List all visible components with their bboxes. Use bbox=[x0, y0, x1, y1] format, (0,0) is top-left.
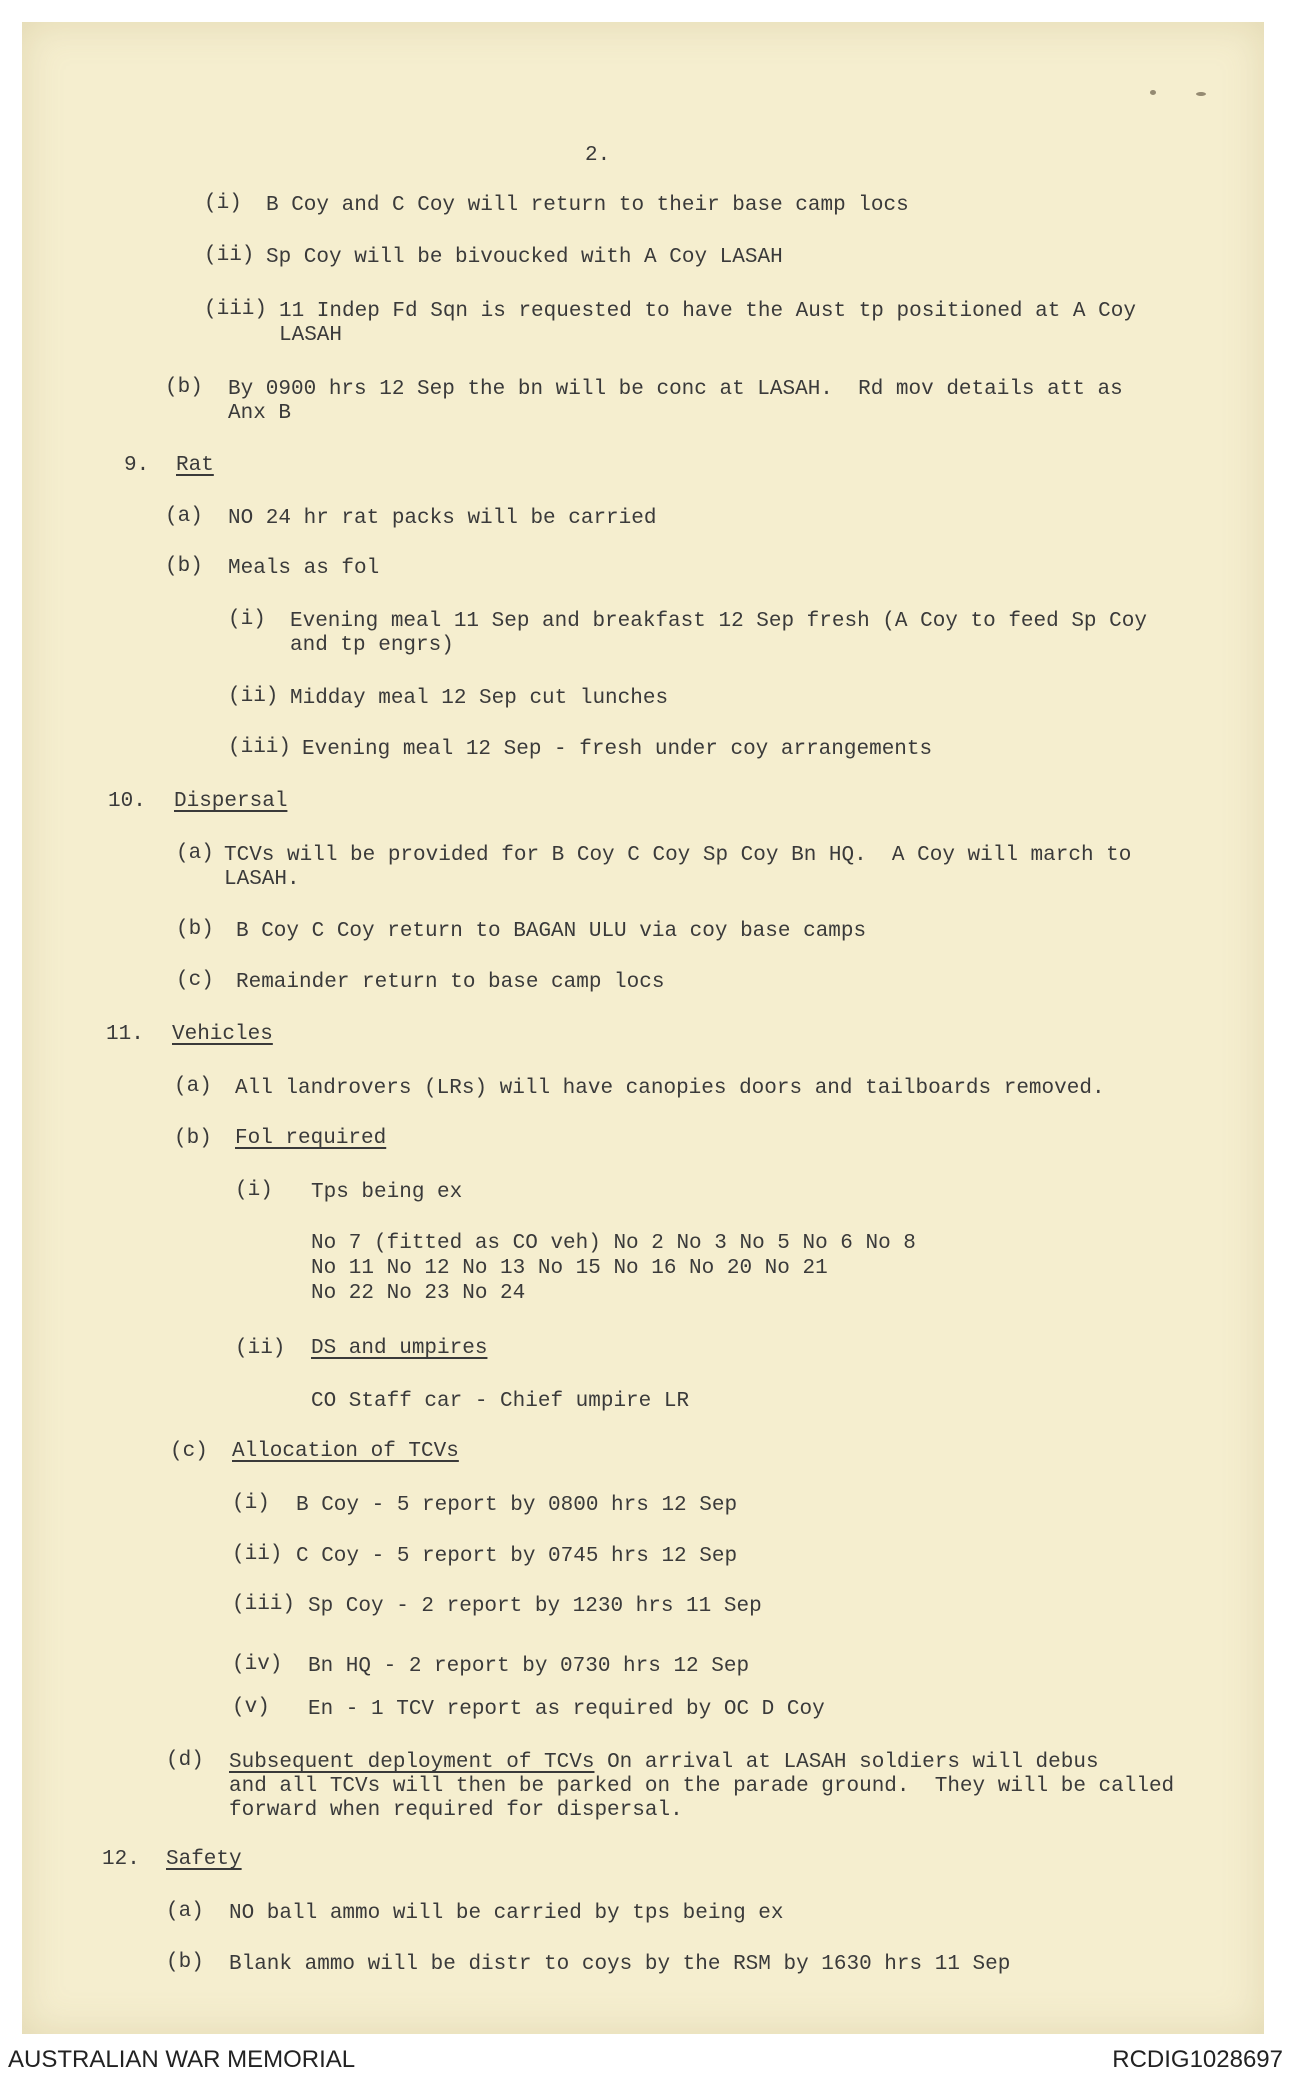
item-11-b-title: Fol required bbox=[235, 1127, 387, 1150]
document-page bbox=[22, 22, 1264, 2034]
item-9-b-ii-text: Midday meal 12 Sep cut lunches bbox=[290, 687, 669, 710]
item-11-b-ii-num: (ii) bbox=[235, 1337, 286, 1360]
item-11-c-v-text: En - 1 TCV report as required by OC D Coy bbox=[308, 1698, 825, 1721]
item-8-i-text: B Coy and C Coy will return to their base camp locs bbox=[266, 194, 909, 217]
item-11-d-text-1: On arrival at LASAH soldiers will debus bbox=[594, 1751, 1099, 1774]
item-11-b-ii-title: DS and umpires bbox=[311, 1337, 488, 1360]
item-10-a-text-2: LASAH. bbox=[224, 868, 300, 891]
item-9-b-i-text-1: Evening meal 11 Sep and breakfast 12 Sep fresh (A Coy to feed Sp Coy bbox=[290, 610, 1147, 633]
section-10-title: Dispersal bbox=[174, 790, 288, 813]
item-11-c-iv-num: (iv) bbox=[232, 1653, 283, 1676]
page-number: 2. bbox=[585, 144, 611, 167]
ink-blot bbox=[1150, 90, 1156, 95]
item-11-a-num: (a) bbox=[174, 1075, 212, 1098]
item-11-b-ii-text: CO Staff car - Chief umpire LR bbox=[311, 1390, 690, 1413]
item-10-b-text: B Coy C Coy return to BAGAN ULU via coy base camps bbox=[236, 920, 867, 943]
item-11-a-text: All landrovers (LRs) will have canopies doors and tailboards removed. bbox=[235, 1077, 1105, 1100]
item-11-c-v-num: (v) bbox=[232, 1696, 270, 1719]
item-8-b-num: (b) bbox=[165, 376, 203, 399]
item-9-b-ii-num: (ii) bbox=[228, 685, 279, 708]
item-8-b-text-1: By 0900 hrs 12 Sep the bn will be conc at LASAH. Rd mov details att as bbox=[228, 378, 1123, 401]
item-10-c-text: Remainder return to base camp locs bbox=[236, 971, 665, 994]
item-11-c-num: (c) bbox=[170, 1440, 208, 1463]
item-11-d-text-2: and all TCVs will then be parked on the parade ground. They will be called bbox=[229, 1775, 1175, 1798]
item-11-d-title: Subsequent deployment of TCVs bbox=[229, 1751, 595, 1774]
footer-record-id: RCDIG1028697 bbox=[1112, 2046, 1283, 2073]
item-9-a-text: NO 24 hr rat packs will be carried bbox=[228, 507, 657, 530]
item-9-a-num: (a) bbox=[165, 505, 203, 528]
item-10-b-num: (b) bbox=[176, 918, 214, 941]
item-8-iii-num: (iii) bbox=[204, 298, 268, 321]
item-9-b-iii-text: Evening meal 12 Sep - fresh under coy arrangements bbox=[302, 738, 933, 761]
vehicle-list-line-2: No 11 No 12 No 13 No 15 No 16 No 20 No 21 bbox=[311, 1257, 828, 1280]
section-9-num: 9. bbox=[124, 454, 150, 477]
item-11-d-text-3: forward when required for dispersal. bbox=[229, 1799, 683, 1822]
item-11-b-i-num: (i) bbox=[235, 1179, 273, 1202]
item-11-c-iv-text: Bn HQ - 2 report by 0730 hrs 12 Sep bbox=[308, 1655, 750, 1678]
item-8-iii-text-2: LASAH bbox=[279, 324, 343, 347]
section-11-num: 11. bbox=[106, 1023, 144, 1046]
item-9-b-i-num: (i) bbox=[228, 608, 266, 631]
section-10-num: 10. bbox=[108, 790, 146, 813]
item-11-c-iii-text: Sp Coy - 2 report by 1230 hrs 11 Sep bbox=[308, 1595, 762, 1618]
item-11-c-title: Allocation of TCVs bbox=[232, 1440, 459, 1463]
item-11-d-line-1 bbox=[229, 1751, 1099, 1775]
item-8-i-num: (i) bbox=[204, 192, 242, 215]
item-12-b-num: (b) bbox=[166, 1951, 204, 1974]
item-8-iii-text-1: 11 Indep Fd Sqn is requested to have the Aust tp positioned at A Coy bbox=[279, 300, 1136, 323]
item-9-b-iii-num: (iii) bbox=[228, 736, 292, 759]
item-11-c-i-text: B Coy - 5 report by 0800 hrs 12 Sep bbox=[296, 1494, 738, 1517]
item-8-b-text-2: Anx B bbox=[228, 402, 292, 425]
item-10-c-num: (c) bbox=[176, 969, 214, 992]
item-12-a-num: (a) bbox=[166, 1900, 204, 1923]
item-9-b-num: (b) bbox=[165, 555, 203, 578]
item-11-c-ii-num: (ii) bbox=[232, 1543, 283, 1566]
item-11-c-ii-text: C Coy - 5 report by 0745 hrs 12 Sep bbox=[296, 1545, 738, 1568]
item-9-b-text: Meals as fol bbox=[228, 557, 380, 580]
section-9-title: Rat bbox=[176, 454, 214, 477]
vehicle-list-line-1: No 7 (fitted as CO veh) No 2 No 3 No 5 No 6 No 8 bbox=[311, 1232, 916, 1255]
item-12-b-text: Blank ammo will be distr to coys by the RSM by 1630 hrs 11 Sep bbox=[229, 1953, 1011, 1976]
ink-blot bbox=[1196, 92, 1206, 96]
item-11-b-i-text: Tps being ex bbox=[311, 1181, 463, 1204]
item-12-a-text: NO ball ammo will be carried by tps being ex bbox=[229, 1902, 784, 1925]
item-10-a-num: (a) bbox=[176, 842, 214, 865]
section-12-title: Safety bbox=[166, 1848, 242, 1871]
item-8-ii-text: Sp Coy will be bivoucked with A Coy LASAH bbox=[266, 246, 783, 269]
section-11-title: Vehicles bbox=[172, 1023, 273, 1046]
item-11-c-i-num: (i) bbox=[232, 1492, 270, 1515]
item-10-a-text-1: TCVs will be provided for B Coy C Coy Sp Coy Bn HQ. A Coy will march to bbox=[224, 844, 1132, 867]
item-8-ii-num: (ii) bbox=[204, 244, 255, 267]
section-12-num: 12. bbox=[102, 1848, 140, 1871]
item-11-c-iii-num: (iii) bbox=[232, 1593, 296, 1616]
vehicle-list-line-3: No 22 No 23 No 24 bbox=[311, 1282, 526, 1305]
item-9-b-i-text-2: and tp engrs) bbox=[290, 634, 454, 657]
item-11-d-num: (d) bbox=[166, 1749, 204, 1772]
footer-archive-name: AUSTRALIAN WAR MEMORIAL bbox=[8, 2046, 356, 2073]
item-11-b-num: (b) bbox=[174, 1127, 212, 1150]
